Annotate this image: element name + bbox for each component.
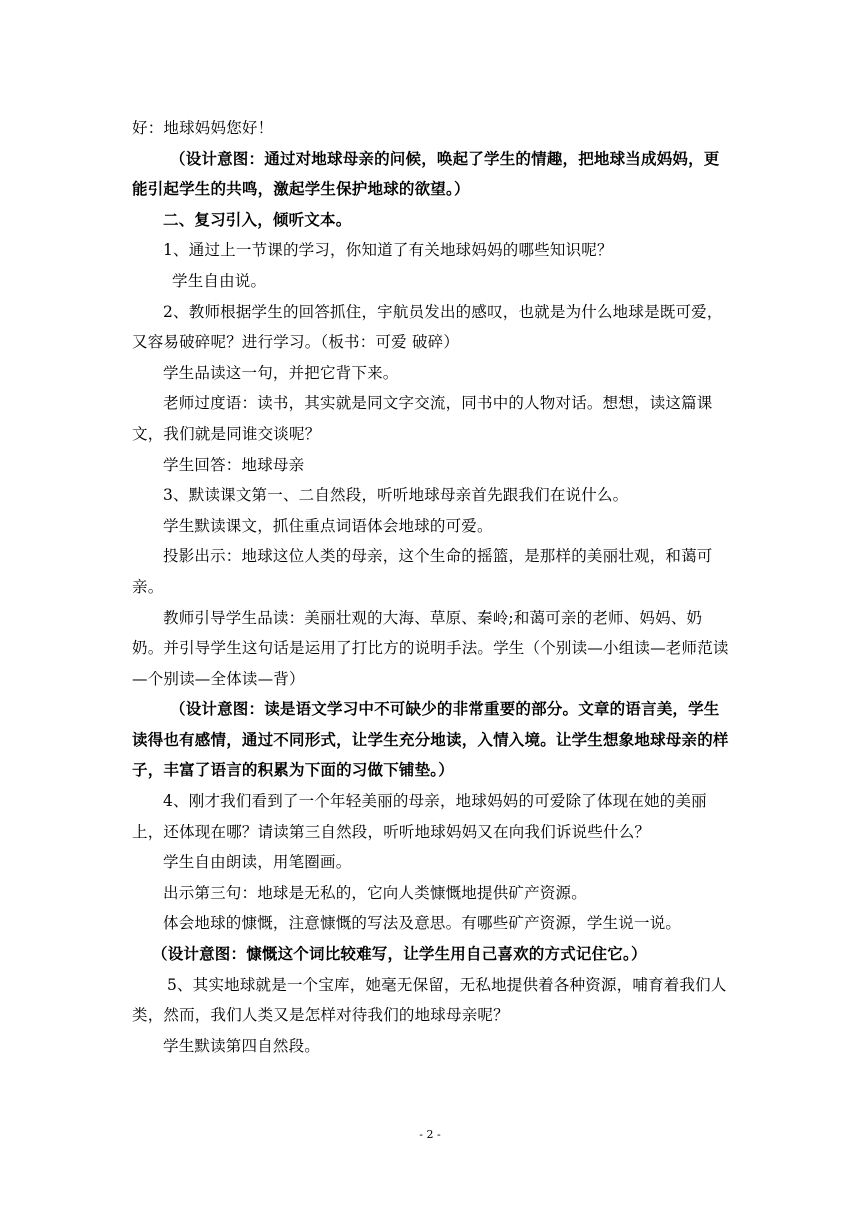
paragraph-guided-reading: 教师引导学生品读：美丽壮观的大海、草原、秦岭;和蔼可亲的老师、妈妈、奶奶。并引导学生这句话是运用了打比方的说明手法。学生（个别读—小组读—老师范读—个别读—全体读—背） — [132, 608, 729, 688]
paragraph-step-2: 2、教师根据学生的回答抓住，宇航员发出的感叹，也就是为什么地球是既可爱，又容易破碎呢？进行学习。（板书：可爱 破碎） — [132, 302, 723, 352]
paragraph-answer: 学生回答：地球母亲 — [163, 455, 305, 474]
paragraph-greeting: 好：地球妈妈您好！ — [132, 119, 274, 137]
design-intent-note-1: （设计意图：通过对地球母亲的问候，唤起了学生的情趣，把地球当成妈妈，更能引起学生的共鸣，激起学生保护地球的欲望。） — [132, 149, 720, 199]
design-intent-note-2: （设计意图：读是语文学习中不可缺少的非常重要的部分。文章的语言美，学生读得也有感情，通过不同形式，让学生充分地读，入情入境。让学生想象地球母亲的样子，丰富了语言的积累为下面的习做下铺垫。） — [132, 700, 729, 780]
paragraph-silent-read: 学生默读课文，抓住重点词语体会地球的可爱。 — [163, 516, 493, 535]
paragraph-step-3: 3、默读课文第一、二自然段，听听地球母亲首先跟我们在说什么。 — [163, 486, 629, 505]
document-body — [132, 113, 732, 1061]
paragraph-step-5: 5、其实地球就是一个宝库，她毫无保留，无私地提供着各种资源，哺育着我们人类，然而，我们人类又是怎样对待我们的地球母亲呢？ — [132, 975, 727, 1025]
paragraph-projection: 投影出示：地球这位人类的母亲，这个生命的摇篮，是那样的美丽壮观，和蔼可亲。 — [132, 547, 713, 596]
paragraph-show-third-sentence: 出示第三句：地球是无私的，它向人类慷慨地提供矿产资源。 — [163, 883, 587, 902]
paragraph-step-4: 4、刚才我们看到了一个年轻美丽的母亲，地球妈妈的可爱除了体现在她的美丽上，还体现在哪？请读第三自然段，听听地球妈妈又在向我们诉说些什么？ — [132, 792, 707, 841]
paragraph-transition: 老师过度语：读书，其实就是同文字交流，同书中的人物对话。想想，读这篇课文，我们就是同谁交谈呢？ — [132, 394, 713, 443]
paragraph-circle: 学生自由朗读，用笔圈画。 — [163, 853, 352, 872]
paragraph-step-1: 1、通过上一节课的学习，你知道了有关地球妈妈的哪些知识呢？ — [163, 241, 613, 260]
design-intent-note-3: （设计意图：慷慨这个词比较难写，让学生用自己喜欢的方式记住它。） — [152, 945, 647, 964]
page-number: - 2 - — [419, 1128, 441, 1141]
paragraph-free-talk: 学生自由说。 — [172, 271, 267, 290]
paragraph-recite: 学生品读这一句，并把它背下来。 — [163, 363, 399, 382]
paragraph-read-fourth: 学生默读第四自然段。 — [163, 1036, 321, 1055]
paragraph-generosity: 体会地球的慷慨，注意慷慨的写法及意思。有哪些矿产资源，学生说一说。 — [163, 914, 682, 933]
section-heading-review: 二、复习引入，倾听文本。 — [163, 210, 352, 229]
